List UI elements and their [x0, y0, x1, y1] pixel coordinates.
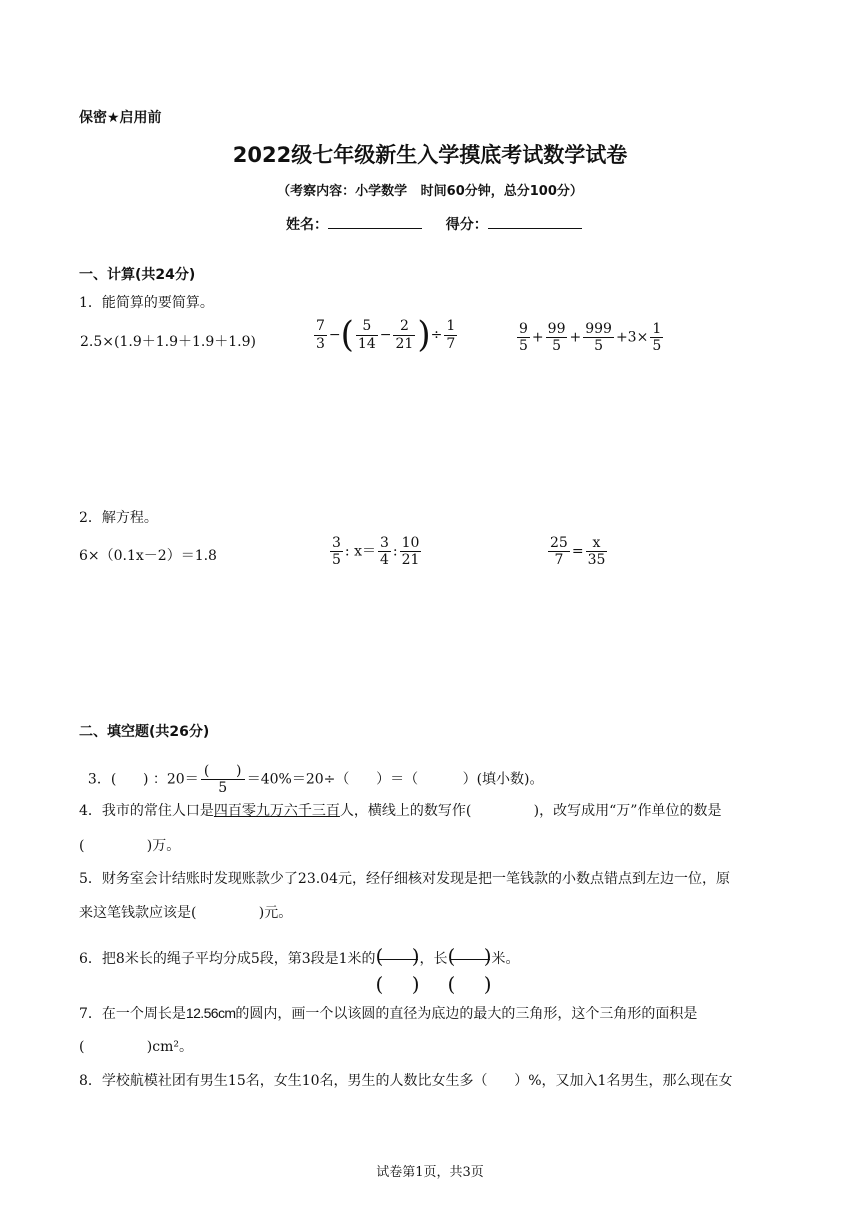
- underlined-number: 四百零九万六千三百: [213, 803, 340, 819]
- q1-expr-c: $\frac{9}{5}$ + $\frac{99}{5}$ + $\frac{999}{5}$ +3× $\frac{1}{5}$: [519, 321, 662, 355]
- fraction: $\frac{7}{3}$: [316, 318, 325, 352]
- q5-line2: 来这笔钱款应该是( )元。: [79, 905, 293, 921]
- section2-heading: 二、填空题(共26分): [79, 724, 210, 740]
- q7-line2: ( )cm²。: [79, 1039, 193, 1055]
- fraction: $\frac{x}{35}$: [587, 535, 606, 569]
- q7-line1: 7．在一个周长是12.56cm的圆内，画一个以该圆的直径为底边的最大的三角形，这个三角形的面积是: [79, 1005, 698, 1022]
- q5-line1: 5．财务室会计结账时发现账款少了23.04元，经仔细核对发现是把一笔钱款的小数点错点到左边一位，原: [79, 871, 730, 887]
- fraction: $\frac{1}{5}$: [652, 321, 662, 355]
- q4-line1: 4．我市的常住人口是四百零九万六千三百人，横线上的数写作( )，改写成用“万”作单位的数是: [79, 803, 722, 819]
- q1-label: 1．能简算的要简算。: [79, 295, 214, 311]
- fraction-blank: ( ) ( ): [447, 944, 492, 996]
- fraction-blank: ( ) ( ): [375, 944, 420, 996]
- q2-eq-a: 6×（0.1x－2）＝1.8: [79, 548, 217, 564]
- q2-eq-b: $\frac{3}{5}$ : x＝ $\frac{3}{4}$ : $\frac{10}{21}$: [332, 535, 420, 569]
- fraction: $\frac{3}{4}$: [379, 535, 389, 569]
- q2-eq-c: $\frac{25}{7}$ = $\frac{x}{35}$: [550, 535, 606, 569]
- q3: 3．( ) ：20＝ $\frac{( )}{5}$ ＝40%＝20÷（ ）＝（ ）(填小数)。: [87, 763, 544, 797]
- q8-line1: 8．学校航模社团有男生15名，女生10名，男生的人数比女生多（ ）%，又加入1名男生，那么现在女: [79, 1073, 733, 1089]
- name-field[interactable]: [286, 214, 582, 234]
- q1-expr-a: 2.5×(1.9＋1.9＋1.9＋1.9): [80, 334, 256, 350]
- page-title: 2022级七年级新生入学摸底考试数学试卷: [232, 143, 628, 167]
- name-blank[interactable]: [328, 228, 422, 229]
- fraction: $\frac{25}{7}$: [550, 535, 568, 569]
- q4-line2: ( )万。: [79, 838, 181, 854]
- fraction: $\frac{99}{5}$: [547, 321, 566, 355]
- secrecy-label: 保密★启用前: [79, 110, 162, 126]
- section1-heading: 一、计算(共24分): [79, 267, 196, 283]
- q1-expr-b: $\frac{7}{3}$ −( $\frac{5}{14}$ − $\frac{2}{21}$ )÷ $\frac{1}{7}$: [316, 314, 456, 356]
- fraction: $\frac{3}{5}$: [332, 535, 341, 569]
- fraction: $\frac{999}{5}$: [585, 321, 612, 355]
- page-footer: 试卷第1页，共3页: [376, 1165, 484, 1180]
- page-subtitle: （考察内容：小学数学 时间60分钟，总分100分）: [277, 184, 583, 199]
- fraction: $\frac{9}{5}$: [519, 321, 528, 355]
- fraction: $\frac{10}{21}$: [401, 535, 420, 569]
- q6: 6．把8米长的绳子平均分成5段，第3段是1米的 ( ) ( ) ，长 ( ) ( ) 米。: [79, 934, 520, 984]
- name-label: 姓名：: [286, 217, 328, 233]
- score-label: 得分：: [445, 217, 488, 233]
- fraction: $\frac{( )}{5}$: [201, 763, 245, 796]
- fraction: $\frac{2}{21}$: [395, 318, 414, 352]
- q2-label: 2．解方程。: [79, 510, 158, 526]
- fraction: $\frac{1}{7}$: [446, 318, 456, 352]
- score-blank[interactable]: [488, 228, 582, 229]
- circumference-value: 12.56cm: [185, 1005, 236, 1021]
- fraction: $\frac{5}{14}$: [357, 318, 376, 352]
